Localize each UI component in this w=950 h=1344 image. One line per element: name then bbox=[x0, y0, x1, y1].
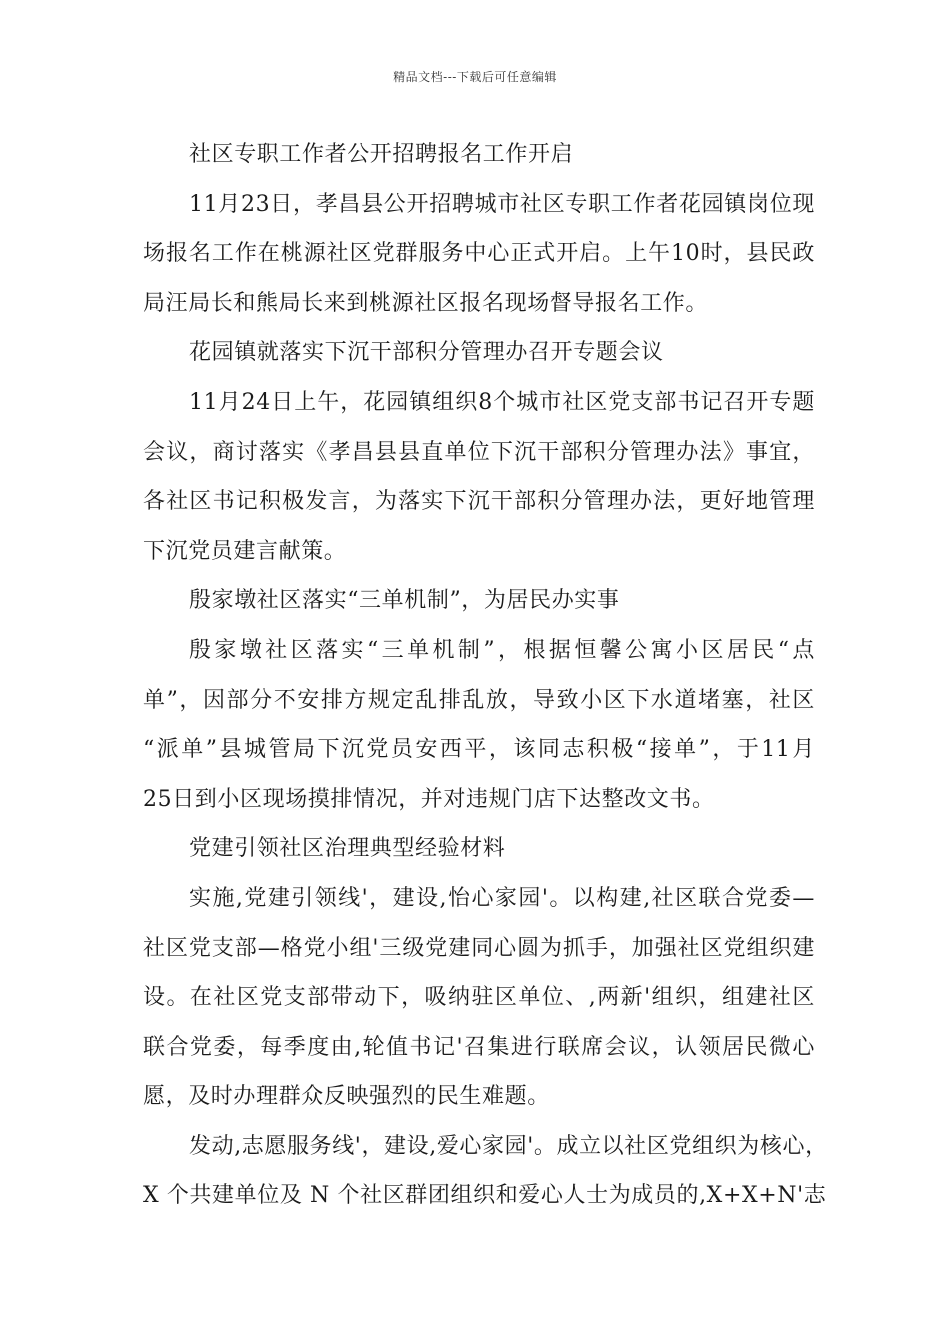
paragraph-line: 11月23日，孝昌县公开招聘城市社区专职工作者花园镇岗位现 bbox=[189, 191, 815, 217]
paragraph-volunteer bbox=[143, 1122, 828, 1221]
paragraph-line: 25日到小区现场摸排情况，并对违规门店下达整改文书。 bbox=[143, 786, 715, 812]
paragraph-line: 实施,党建引领线'，建设,怡心家园'。以构建,社区联合党委— bbox=[189, 885, 815, 911]
paragraph-line: X 个共建单位及 N 个社区群团组织和爱心人士为成员的,X+X+N'志 bbox=[143, 1183, 827, 1209]
paragraph-line: 联合党委，每季度由,轮值书记'召集进行联席会议，认领居民微心 bbox=[143, 1034, 815, 1060]
paragraph-line: “派单”县城管局下沉党员安西平，该同志积极“接单”，于11月 bbox=[143, 737, 815, 763]
paragraph-line: 下沉党员建言献策。 bbox=[143, 538, 347, 564]
paragraph-line: 花园镇就落实下沉干部积分管理办召开专题会议 bbox=[189, 340, 664, 366]
paragraph-party-building bbox=[143, 874, 815, 1122]
heading-meeting bbox=[143, 328, 815, 378]
paragraph-line: 愿，及时办理群众反映强烈的民生难题。 bbox=[143, 1084, 550, 1110]
paragraph-line: 局汪局长和熊局长来到桃源社区报名现场督导报名工作。 bbox=[143, 290, 709, 316]
paragraph-line: 党建引领社区治理典型经验材料 bbox=[189, 836, 506, 862]
heading-three-orders bbox=[143, 576, 815, 626]
paragraph-recruitment bbox=[143, 180, 815, 329]
heading-recruitment bbox=[143, 130, 815, 180]
heading-party-building bbox=[143, 824, 815, 874]
paragraph-line: 设。在社区党支部带动下，吸纳驻区单位、,两新'组织，组建社区 bbox=[143, 985, 815, 1011]
paragraph-three-orders bbox=[143, 626, 815, 824]
paragraph-line: 会议，商讨落实《孝昌县县直单位下沉干部积分管理办法》事宜， bbox=[143, 439, 815, 465]
paragraph-line: 发动,志愿服务线'，建设,爱心家园'。成立以社区党组织为核心， bbox=[189, 1133, 828, 1159]
document-body bbox=[143, 130, 828, 1221]
paragraph-line: 单”，因部分不安排方规定乱排乱放，导致小区下水道堵塞，社区 bbox=[143, 687, 815, 713]
document-header: 精品文档---下载后可任意编辑 bbox=[393, 70, 557, 84]
paragraph-line: 11月24日上午，花园镇组织8个城市社区党支部书记召开专题 bbox=[189, 389, 815, 415]
paragraph-line: 社区党支部—格党小组'三级党建同心圆为抓手，加强社区党组织建 bbox=[143, 935, 815, 961]
paragraph-meeting bbox=[143, 378, 815, 576]
paragraph-line: 各社区书记积极发言，为落实下沉干部积分管理办法，更好地管理 bbox=[143, 489, 815, 515]
paragraph-line: 殷家墩社区落实“三单机制”，为居民办实事 bbox=[189, 588, 620, 614]
paragraph-line: 殷家墩社区落实“三单机制”，根据恒馨公寓小区居民“点 bbox=[189, 637, 815, 663]
paragraph-line: 场报名工作在桃源社区党群服务中心正式开启。上午10时，县民政 bbox=[143, 241, 815, 267]
paragraph-line: 社区专职工作者公开招聘报名工作开启 bbox=[189, 142, 574, 167]
